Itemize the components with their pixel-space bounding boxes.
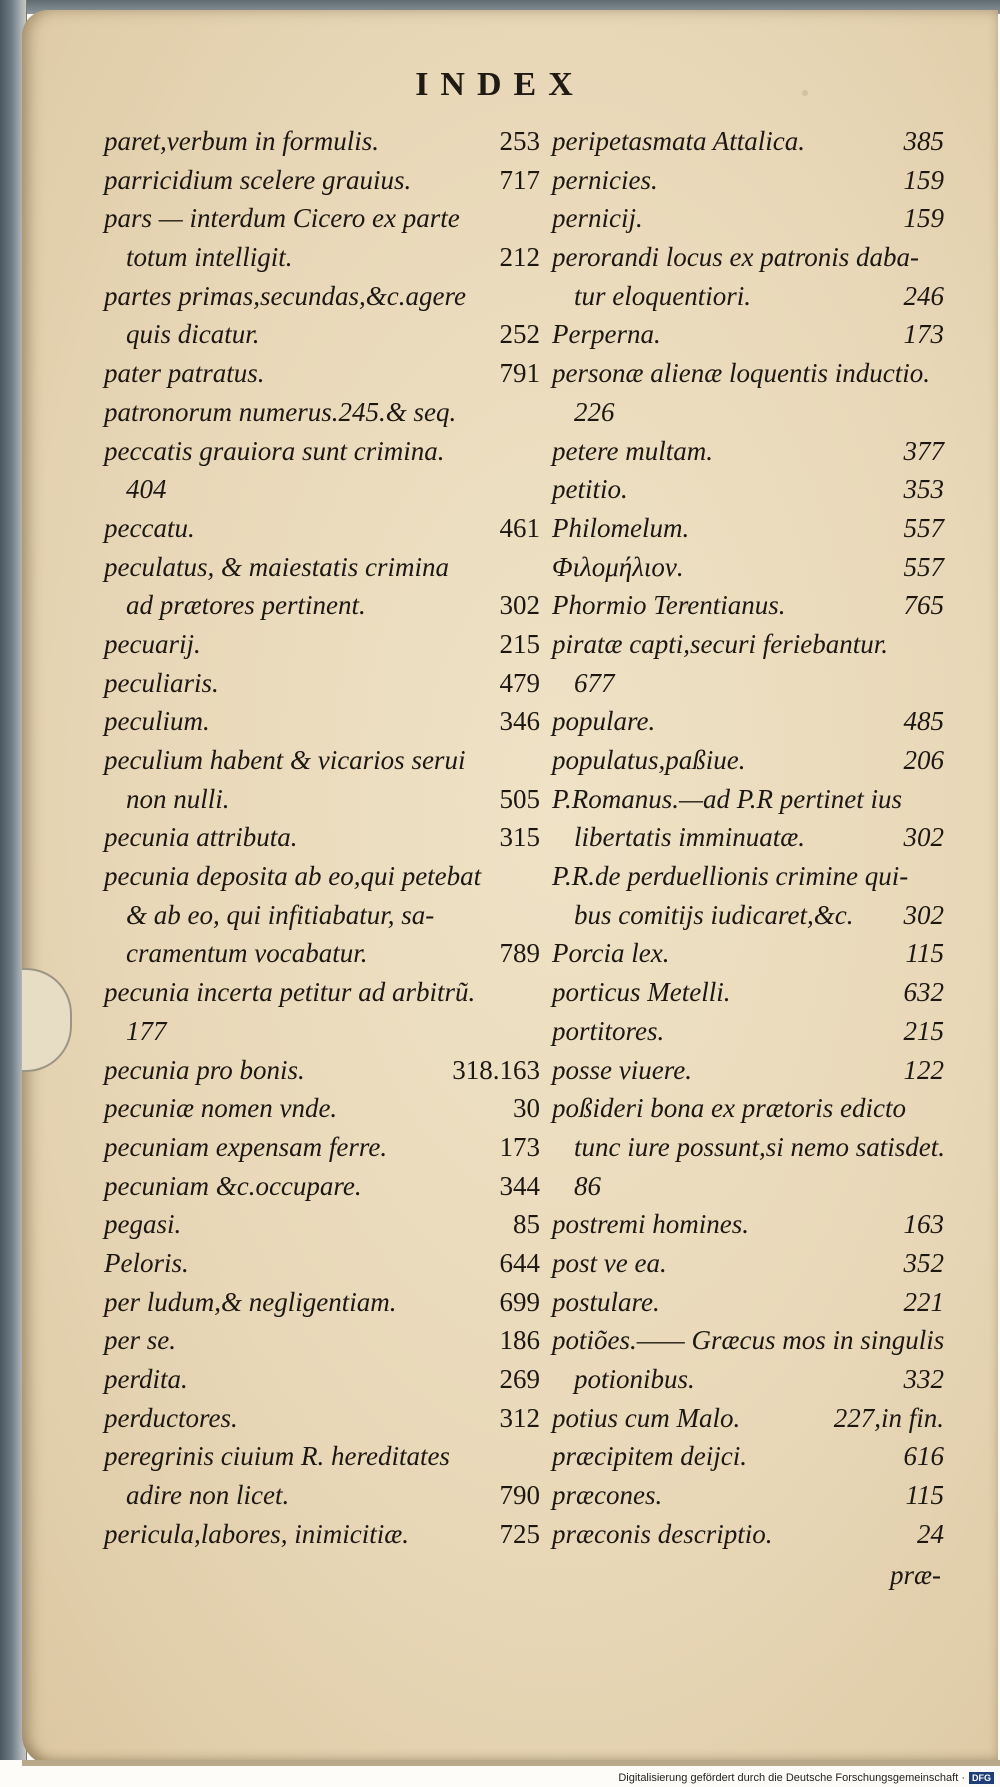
index-entry: [104, 1051, 540, 1090]
index-term: petere multam.: [552, 435, 713, 466]
index-page-number: 159: [903, 203, 944, 234]
index-term: P.Romanus.—ad P.R pertinet ius: [552, 783, 903, 814]
index-term: quis dicatur.: [126, 319, 260, 350]
index-page-number: 461: [499, 512, 540, 543]
index-entry: [552, 1399, 944, 1438]
index-page-number: 221: [903, 1286, 944, 1317]
index-entry: [104, 818, 540, 857]
index-column-left: [104, 122, 540, 1553]
index-entry: [104, 470, 540, 509]
index-term: libertatis imminuatæ.: [574, 822, 806, 853]
index-entry: [552, 1476, 944, 1515]
index-term: 404: [126, 474, 167, 505]
index-term: peculium habent & vicarios serui: [104, 745, 466, 775]
index-entry: [552, 1437, 944, 1476]
index-entry: [104, 1167, 540, 1206]
index-entry: [104, 393, 540, 432]
index-entry: [552, 857, 944, 896]
credit-text: Digitalisierung gefördert durch die Deutsche Forschungsgemeinschaft ·: [618, 1772, 965, 1784]
index-term: potiões.—— Græcus mos in singulis: [552, 1325, 945, 1356]
index-page-number: 212: [499, 242, 540, 273]
index-entry: [104, 1283, 540, 1322]
index-term: pernicies.: [552, 164, 658, 195]
index-term: populatus,paßiue.: [552, 745, 746, 775]
index-term: patronorum numerus.245.& seq.: [104, 396, 457, 427]
index-entry: [552, 1012, 944, 1051]
index-term: præconis descriptio.: [552, 1518, 773, 1549]
index-term: poßideri bona ex prætoris edicto: [552, 1093, 906, 1124]
index-term: post ve ea.: [552, 1247, 667, 1278]
index-term: Peloris.: [104, 1247, 189, 1278]
index-entry: [552, 393, 944, 432]
index-page-number: 632: [903, 977, 944, 1008]
index-entry: [104, 1437, 540, 1476]
index-entry: [552, 625, 944, 664]
index-entry: [552, 702, 944, 741]
index-term: peripetasmata Attalica.: [552, 126, 805, 156]
index-term: perductores.: [104, 1402, 238, 1433]
index-entry: [104, 934, 540, 973]
index-term: tur eloquentiori.: [574, 280, 751, 311]
index-entry: [552, 238, 944, 277]
index-entry: [104, 1476, 540, 1515]
index-term: præcipitem deijci.: [552, 1441, 747, 1472]
index-entry: [552, 548, 944, 587]
index-page-number: 159: [903, 164, 944, 195]
index-term: portitores.: [552, 1015, 665, 1046]
index-page-number: 85: [513, 1209, 540, 1240]
index-term: peregrinis ciuium R. hereditates: [104, 1441, 450, 1472]
index-term: pecunia pro bonis.: [104, 1054, 305, 1085]
index-term: peccatu.: [104, 512, 195, 543]
index-entry: [552, 161, 944, 200]
index-page-number: 163: [903, 1209, 944, 1240]
index-page-number: 505: [499, 783, 540, 814]
index-entry: [104, 1399, 540, 1438]
index-page-number: 644: [499, 1247, 540, 1278]
index-page-number: 790: [499, 1480, 540, 1511]
index-term: posse viuere.: [552, 1054, 692, 1085]
index-term: pecunia incerta petitur ad arbitrũ.: [104, 977, 476, 1008]
index-term: porticus Metelli.: [552, 977, 731, 1008]
index-entry: [552, 199, 944, 238]
index-term: per se.: [104, 1325, 176, 1356]
index-entry: [104, 277, 540, 316]
index-term: pecunia deposita ab eo,qui petebat: [104, 861, 482, 892]
index-page-number: 312: [499, 1402, 540, 1433]
index-entry: [104, 1244, 540, 1283]
index-entry: [104, 1360, 540, 1399]
index-entry: [552, 509, 944, 548]
index-term: parricidium scelere grauius.: [104, 164, 412, 195]
index-term: peculatus, & maiestatis crimina: [104, 551, 449, 582]
index-page-number: 24: [917, 1518, 944, 1549]
index-page-number: 315: [499, 822, 540, 853]
index-entry: [104, 741, 540, 780]
index-page-number: 173: [499, 1131, 540, 1162]
index-entry: [552, 1167, 944, 1206]
index-term: postremi homines.: [552, 1209, 749, 1240]
index-page-number: 791: [499, 358, 540, 389]
index-term: populare.: [552, 706, 656, 737]
index-term: Philomelum.: [552, 512, 690, 543]
index-term: pecuniam expensam ferre.: [104, 1131, 388, 1162]
index-entry: [552, 470, 944, 509]
index-entry: [552, 1244, 944, 1283]
index-page-number: 302: [903, 822, 944, 853]
index-page-number: 302: [499, 590, 540, 621]
index-term: peculium.: [104, 706, 210, 737]
page-bottom-edge: [22, 1760, 1000, 1766]
index-term: piratæ capti,securi feriebantur.: [552, 628, 888, 659]
index-term: tunc iure possunt,si nemo satisdet.: [574, 1131, 945, 1162]
index-entry: [552, 741, 944, 780]
index-page-number: 215: [499, 628, 540, 659]
index-entry: [104, 122, 540, 161]
index-page-number: 246: [903, 280, 944, 311]
index-entry: [552, 1360, 944, 1399]
index-term: Phormio Terentianus.: [552, 590, 786, 621]
index-heading: INDEX: [415, 66, 585, 103]
index-page-number: 717: [499, 164, 540, 195]
index-entry: [104, 896, 540, 935]
index-entry: [552, 934, 944, 973]
index-page-number: 789: [499, 938, 540, 969]
index-term: bus comitijs iudicaret,&c.: [574, 899, 854, 930]
index-term: 677: [574, 667, 615, 698]
index-entry: [552, 277, 944, 316]
index-term: 177: [126, 1015, 167, 1046]
index-entry: [552, 1051, 944, 1090]
index-term: Porcia lex.: [552, 938, 670, 969]
index-term: cramentum vocabatur.: [126, 938, 368, 969]
index-entry: [104, 315, 540, 354]
index-term: Φιλομήλιον.: [552, 551, 684, 582]
index-page-number: 485: [903, 706, 944, 737]
catchword: præ-: [890, 1560, 942, 1590]
index-entry: [104, 354, 540, 393]
index-entry: [104, 432, 540, 471]
index-term: adire non licet.: [126, 1480, 290, 1511]
index-entry: [104, 780, 540, 819]
index-page-number: 479: [499, 667, 540, 698]
index-entry: [104, 586, 540, 625]
index-term: pater patratus.: [104, 358, 265, 389]
index-entry: [104, 973, 540, 1012]
index-entry: [552, 122, 944, 161]
index-page-number: 115: [905, 938, 944, 969]
index-entry: [104, 238, 540, 277]
index-term: 86: [574, 1170, 601, 1201]
index-page-number: 765: [903, 590, 944, 621]
index-page-number: 557: [903, 512, 944, 543]
index-page-number: 318.163: [452, 1054, 540, 1085]
index-page-number: 186: [499, 1325, 540, 1356]
index-term: & ab eo, qui infitiabatur, sa-: [126, 899, 435, 930]
index-term: petitio.: [552, 474, 628, 505]
index-term: paret,verbum in formulis.: [104, 126, 379, 156]
index-page-number: 725: [499, 1518, 540, 1549]
index-term: 226: [574, 396, 615, 427]
index-page-number: 206: [903, 745, 944, 775]
index-page-number: 346: [499, 706, 540, 737]
index-term: ad prætores pertinent.: [126, 590, 366, 621]
index-entry: [104, 1012, 540, 1051]
index-entry: [552, 1089, 944, 1128]
index-term: non nulli.: [126, 783, 230, 814]
index-page-number: 616: [903, 1441, 944, 1472]
index-entry: [552, 1205, 944, 1244]
index-term: perdita.: [104, 1364, 188, 1394]
index-term: pegasi.: [104, 1209, 182, 1240]
index-entry: [104, 199, 540, 238]
index-page-number: 122: [903, 1054, 944, 1085]
index-entry: [552, 1128, 944, 1167]
index-term: potionibus.: [574, 1364, 695, 1394]
index-page-number: 352: [903, 1247, 944, 1278]
index-entry: [104, 857, 540, 896]
index-page-number: 269: [499, 1364, 540, 1394]
index-entry: [552, 818, 944, 857]
index-term: P.R.de perduellionis crimine qui-: [552, 861, 909, 892]
index-entry: [104, 702, 540, 741]
index-page-number: 353: [903, 474, 944, 505]
index-entry: [104, 548, 540, 587]
index-page-number: 173: [903, 319, 944, 350]
index-entry: [104, 509, 540, 548]
dfg-logo: DFG: [969, 1772, 994, 1784]
index-term: totum intelligit.: [126, 242, 293, 273]
index-entry: [552, 664, 944, 703]
index-term: peccatis grauiora sunt crimina.: [104, 435, 445, 466]
index-entry: [552, 1283, 944, 1322]
index-term: per ludum,& negligentiam.: [104, 1286, 397, 1317]
index-term: pecuniæ nomen vnde.: [104, 1093, 338, 1124]
index-entry: [104, 1089, 540, 1128]
index-entry: [104, 1128, 540, 1167]
index-entry: [552, 1321, 944, 1360]
index-term: pericula,labores, inimicitiæ.: [104, 1518, 409, 1549]
index-entry: [104, 1515, 540, 1554]
index-term: personæ alienæ loquentis inductio.: [552, 358, 930, 389]
index-entry: [104, 1205, 540, 1244]
index-page-number: 557: [903, 551, 944, 582]
index-entry: [552, 354, 944, 393]
index-entry: [552, 896, 944, 935]
index-page-number: 252: [499, 319, 540, 350]
index-entry: [552, 973, 944, 1012]
index-page-number: 332: [903, 1364, 944, 1394]
index-entry: [552, 1515, 944, 1554]
index-term: pecuarij.: [104, 628, 201, 659]
digitization-credit: [618, 1771, 994, 1785]
index-entry: [552, 315, 944, 354]
index-entry: [104, 1321, 540, 1360]
index-page-number: 699: [499, 1286, 540, 1317]
index-entry: [552, 432, 944, 471]
index-page-number: 302: [903, 899, 944, 930]
page-tab: [22, 968, 72, 1072]
index-entry: [104, 161, 540, 200]
index-page-number: 227,in fin.: [833, 1402, 944, 1433]
index-entry: [104, 664, 540, 703]
index-entry: [104, 625, 540, 664]
index-term: pecuniam &c.occupare.: [104, 1170, 362, 1201]
index-entry: [552, 586, 944, 625]
index-page-number: 377: [903, 435, 944, 466]
index-page-number: 385: [903, 126, 944, 156]
index-entry: [552, 780, 944, 819]
index-page-number: 253: [499, 126, 540, 156]
index-page-number: 115: [905, 1480, 944, 1511]
index-term: pernicij.: [552, 203, 643, 234]
index-term: peculiaris.: [104, 667, 219, 698]
index-term: pecunia attributa.: [104, 822, 298, 853]
index-term: potius cum Malo.: [552, 1402, 741, 1433]
index-page-number: 30: [513, 1093, 540, 1124]
index-term: perorandi locus ex patronis daba-: [552, 242, 919, 273]
index-column-right: [552, 122, 944, 1553]
index-term: postulare.: [552, 1286, 660, 1317]
index-page-number: 344: [499, 1170, 540, 1201]
index-term: pars — interdum Cicero ex parte: [104, 203, 460, 234]
index-term: partes primas,secundas,&c.agere: [104, 280, 466, 311]
index-term: Perperna.: [552, 319, 661, 350]
index-page-number: 215: [903, 1015, 944, 1046]
index-term: præcones.: [552, 1480, 663, 1511]
